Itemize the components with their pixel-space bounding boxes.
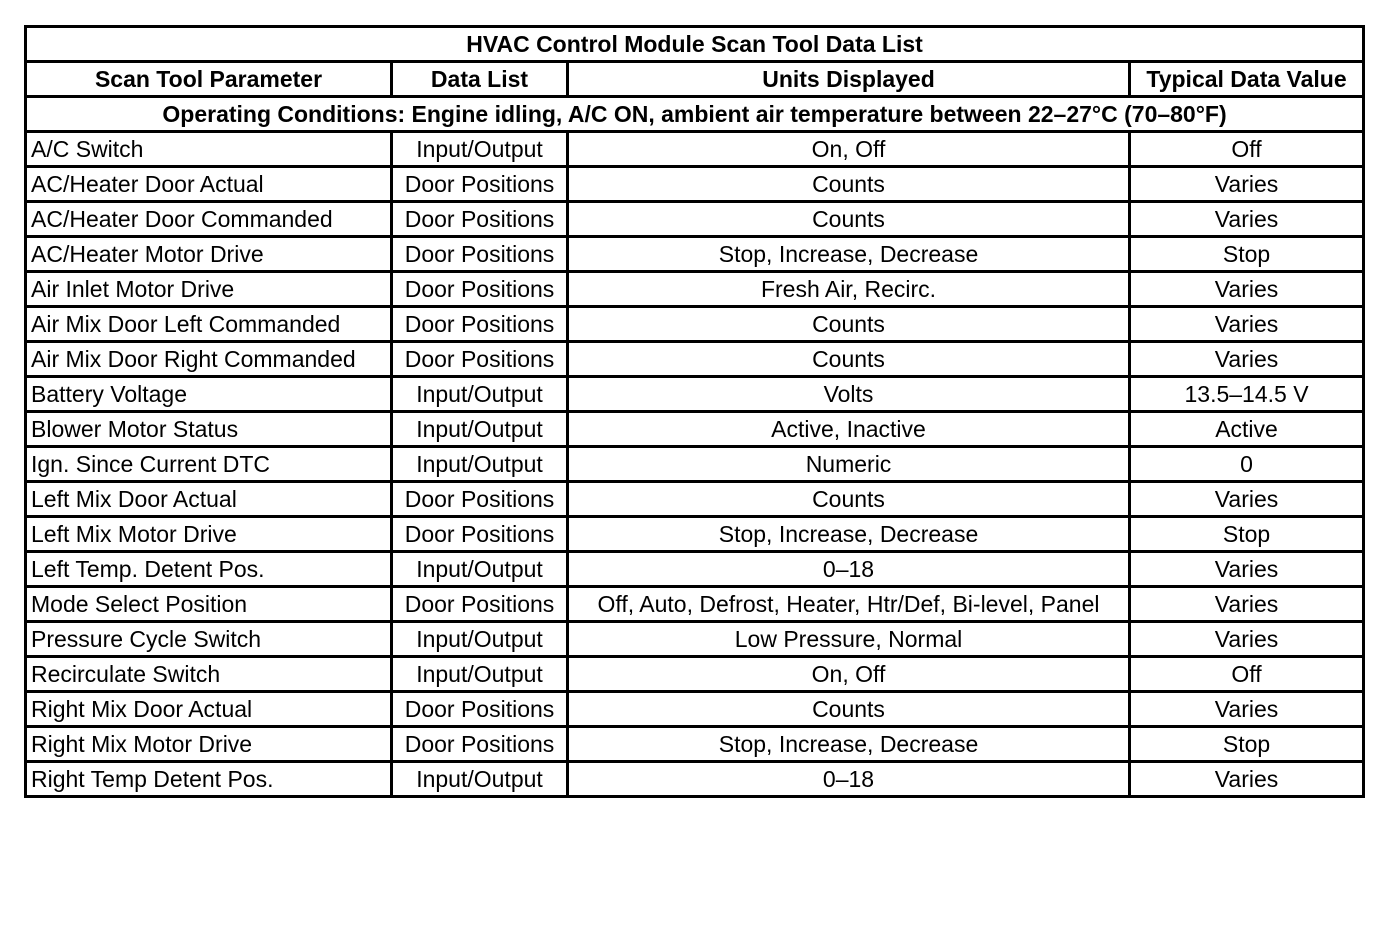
- table-row: [26, 202, 1364, 237]
- table-row: [26, 587, 1364, 622]
- table-row: [26, 692, 1364, 727]
- table-row: [26, 342, 1364, 377]
- units-cell: Active, Inactive: [568, 412, 1130, 447]
- parameter-cell: Right Mix Door Actual: [26, 692, 392, 727]
- parameter-cell: Right Mix Motor Drive: [26, 727, 392, 762]
- header-scan-tool-parameter: Scan Tool Parameter: [26, 62, 392, 97]
- typical-value-cell: Varies: [1130, 167, 1364, 202]
- table-row: [26, 482, 1364, 517]
- units-cell: Off, Auto, Defrost, Heater, Htr/Def, Bi-level, Panel: [568, 587, 1130, 622]
- typical-value-cell: Varies: [1130, 692, 1364, 727]
- data-list-cell: Door Positions: [392, 342, 568, 377]
- parameter-cell: Left Mix Door Actual: [26, 482, 392, 517]
- data-list-cell: Input/Output: [392, 412, 568, 447]
- parameter-cell: Pressure Cycle Switch: [26, 622, 392, 657]
- units-cell: Stop, Increase, Decrease: [568, 517, 1130, 552]
- units-cell: On, Off: [568, 132, 1130, 167]
- units-cell: 0–18: [568, 762, 1130, 797]
- units-cell: Counts: [568, 342, 1130, 377]
- data-list-cell: Door Positions: [392, 237, 568, 272]
- units-cell: Stop, Increase, Decrease: [568, 237, 1130, 272]
- typical-value-cell: Varies: [1130, 482, 1364, 517]
- parameter-cell: Recirculate Switch: [26, 657, 392, 692]
- parameter-cell: Ign. Since Current DTC: [26, 447, 392, 482]
- data-list-cell: Door Positions: [392, 517, 568, 552]
- parameter-cell: AC/Heater Door Actual: [26, 167, 392, 202]
- table-row: [26, 307, 1364, 342]
- parameter-cell: Air Mix Door Left Commanded: [26, 307, 392, 342]
- parameter-cell: Battery Voltage: [26, 377, 392, 412]
- data-list-cell: Input/Output: [392, 377, 568, 412]
- parameter-cell: Air Inlet Motor Drive: [26, 272, 392, 307]
- typical-value-cell: Varies: [1130, 622, 1364, 657]
- title-row: [26, 27, 1364, 62]
- units-cell: Stop, Increase, Decrease: [568, 727, 1130, 762]
- typical-value-cell: Varies: [1130, 587, 1364, 622]
- data-list-cell: Door Positions: [392, 202, 568, 237]
- table-row: [26, 237, 1364, 272]
- header-typical-data-value: Typical Data Value: [1130, 62, 1364, 97]
- data-list-cell: Input/Output: [392, 622, 568, 657]
- units-cell: Volts: [568, 377, 1130, 412]
- typical-value-cell: Varies: [1130, 762, 1364, 797]
- data-list-cell: Door Positions: [392, 307, 568, 342]
- typical-value-cell: Stop: [1130, 727, 1364, 762]
- header-row: [26, 62, 1364, 97]
- typical-value-cell: Stop: [1130, 237, 1364, 272]
- typical-value-cell: Varies: [1130, 342, 1364, 377]
- units-cell: Fresh Air, Recirc.: [568, 272, 1130, 307]
- table-body: [26, 132, 1364, 797]
- parameter-cell: Blower Motor Status: [26, 412, 392, 447]
- parameter-cell: Right Temp Detent Pos.: [26, 762, 392, 797]
- units-cell: Numeric: [568, 447, 1130, 482]
- scan-tool-data-table: [24, 25, 1365, 798]
- operating-conditions: Operating Conditions: Engine idling, A/C ON, ambient air temperature between 22–27°C (70–80°F): [26, 97, 1364, 132]
- data-list-cell: Door Positions: [392, 587, 568, 622]
- parameter-cell: AC/Heater Motor Drive: [26, 237, 392, 272]
- typical-value-cell: 0: [1130, 447, 1364, 482]
- table-row: [26, 762, 1364, 797]
- units-cell: Counts: [568, 692, 1130, 727]
- units-cell: 0–18: [568, 552, 1130, 587]
- operating-conditions-row: [26, 97, 1364, 132]
- table-row: [26, 517, 1364, 552]
- typical-value-cell: 13.5–14.5 V: [1130, 377, 1364, 412]
- table-row: [26, 727, 1364, 762]
- data-list-cell: Door Positions: [392, 482, 568, 517]
- data-list-cell: Input/Output: [392, 132, 568, 167]
- typical-value-cell: Varies: [1130, 202, 1364, 237]
- data-list-cell: Door Positions: [392, 692, 568, 727]
- units-cell: Counts: [568, 202, 1130, 237]
- table-title: HVAC Control Module Scan Tool Data List: [26, 27, 1364, 62]
- data-list-cell: Input/Output: [392, 657, 568, 692]
- units-cell: Low Pressure, Normal: [568, 622, 1130, 657]
- table-row: [26, 377, 1364, 412]
- table-row: [26, 132, 1364, 167]
- parameter-cell: Air Mix Door Right Commanded: [26, 342, 392, 377]
- data-list-cell: Input/Output: [392, 762, 568, 797]
- header-data-list: Data List: [392, 62, 568, 97]
- data-list-cell: Input/Output: [392, 552, 568, 587]
- units-cell: Counts: [568, 482, 1130, 517]
- table-row: [26, 622, 1364, 657]
- units-cell: Counts: [568, 307, 1130, 342]
- typical-value-cell: Varies: [1130, 552, 1364, 587]
- typical-value-cell: Varies: [1130, 272, 1364, 307]
- data-list-cell: Door Positions: [392, 727, 568, 762]
- table-row: [26, 412, 1364, 447]
- parameter-cell: A/C Switch: [26, 132, 392, 167]
- typical-value-cell: Off: [1130, 132, 1364, 167]
- table-row: [26, 272, 1364, 307]
- units-cell: On, Off: [568, 657, 1130, 692]
- table-row: [26, 552, 1364, 587]
- table-row: [26, 167, 1364, 202]
- data-list-cell: Input/Output: [392, 447, 568, 482]
- data-list-cell: Door Positions: [392, 272, 568, 307]
- header-units-displayed: Units Displayed: [568, 62, 1130, 97]
- table-row: [26, 447, 1364, 482]
- units-cell: Counts: [568, 167, 1130, 202]
- parameter-cell: AC/Heater Door Commanded: [26, 202, 392, 237]
- parameter-cell: Left Mix Motor Drive: [26, 517, 392, 552]
- parameter-cell: Left Temp. Detent Pos.: [26, 552, 392, 587]
- parameter-cell: Mode Select Position: [26, 587, 392, 622]
- typical-value-cell: Varies: [1130, 307, 1364, 342]
- typical-value-cell: Active: [1130, 412, 1364, 447]
- typical-value-cell: Off: [1130, 657, 1364, 692]
- typical-value-cell: Stop: [1130, 517, 1364, 552]
- table-row: [26, 657, 1364, 692]
- data-list-cell: Door Positions: [392, 167, 568, 202]
